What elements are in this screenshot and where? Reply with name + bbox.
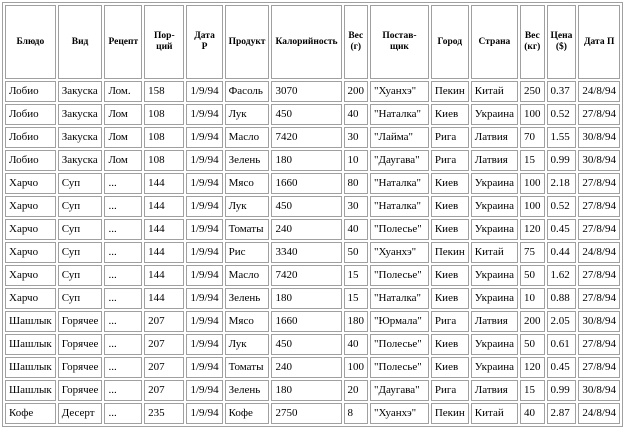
table-cell: Рис [225, 242, 270, 263]
table-cell: Лобио [5, 81, 56, 102]
table-cell: 100 [520, 173, 545, 194]
table-cell: 1/9/94 [186, 242, 222, 263]
table-cell: 1/9/94 [186, 288, 222, 309]
table-cell: "Даугава" [370, 150, 429, 171]
table-cell: Украина [471, 288, 518, 309]
table-cell: 3070 [271, 81, 341, 102]
table-cell: 27/8/94 [578, 288, 620, 309]
table-cell: Фасоль [225, 81, 270, 102]
table-row [5, 265, 620, 286]
table-cell: Лобио [5, 104, 56, 125]
table-cell: 100 [344, 357, 369, 378]
table-cell: 0.52 [547, 104, 577, 125]
table-cell: 1/9/94 [186, 311, 222, 332]
table-cell: 0.88 [547, 288, 577, 309]
header-cell: Вид [58, 5, 103, 79]
table-cell: 1660 [271, 311, 341, 332]
table-cell: 7420 [271, 265, 341, 286]
table-cell: Кофе [225, 403, 270, 424]
table-row [5, 334, 620, 355]
table-cell: Закуска [58, 104, 103, 125]
table-cell: Суп [58, 242, 103, 263]
header-cell: Дата Р [186, 5, 222, 79]
table-cell: Пекин [431, 403, 469, 424]
table-cell: Лобио [5, 150, 56, 171]
table-cell: Лом [104, 127, 142, 148]
table-cell: 27/8/94 [578, 219, 620, 240]
table-cell: 30 [344, 196, 369, 217]
table-cell: 207 [144, 311, 184, 332]
table-cell: 0.61 [547, 334, 577, 355]
table-cell: 1/9/94 [186, 357, 222, 378]
table-cell: Харчо [5, 196, 56, 217]
table-cell: 2.18 [547, 173, 577, 194]
table-cell: Зелень [225, 380, 270, 401]
table-cell: 0.99 [547, 380, 577, 401]
table-cell: 250 [520, 81, 545, 102]
table-cell: 27/8/94 [578, 104, 620, 125]
table-cell: Китай [471, 81, 518, 102]
table-cell: 100 [520, 104, 545, 125]
table-cell: 240 [271, 219, 341, 240]
table-cell: ... [104, 311, 142, 332]
header-cell: Калорийность [271, 5, 341, 79]
table-cell: 144 [144, 219, 184, 240]
table-cell: Китай [471, 403, 518, 424]
table-cell: 450 [271, 196, 341, 217]
header-cell: Продукт [225, 5, 270, 79]
table-cell: 50 [520, 334, 545, 355]
table-cell: 1/9/94 [186, 334, 222, 355]
table-cell: "Полесье" [370, 357, 429, 378]
table-cell: Мясо [225, 173, 270, 194]
table-cell: Киев [431, 104, 469, 125]
table-cell: "Полесье" [370, 219, 429, 240]
table-cell: 1/9/94 [186, 403, 222, 424]
table-cell: 144 [144, 242, 184, 263]
table-cell: ... [104, 265, 142, 286]
table-cell: "Наталка" [370, 288, 429, 309]
table-cell: Горячее [58, 334, 103, 355]
table-cell: Лук [225, 104, 270, 125]
table-cell: Закуска [58, 150, 103, 171]
table-cell: Горячее [58, 380, 103, 401]
table-cell: 200 [520, 311, 545, 332]
table-cell: 0.99 [547, 150, 577, 171]
table-cell: 1/9/94 [186, 265, 222, 286]
table-cell: Закуска [58, 81, 103, 102]
table-cell: 30 [344, 127, 369, 148]
table-cell: Суп [58, 265, 103, 286]
table-body [5, 81, 620, 424]
table-cell: 144 [144, 173, 184, 194]
table-cell: Суп [58, 219, 103, 240]
table-cell: Кофе [5, 403, 56, 424]
table-cell: 27/8/94 [578, 173, 620, 194]
table-cell: "Хуанхэ" [370, 403, 429, 424]
table-cell: 235 [144, 403, 184, 424]
table-cell: Харчо [5, 242, 56, 263]
header-cell: Блюдо [5, 5, 56, 79]
table-cell: Шашлык [5, 380, 56, 401]
header-cell: Дата П [578, 5, 620, 79]
table-row [5, 150, 620, 171]
table-cell: Латвия [471, 150, 518, 171]
table-cell: 144 [144, 288, 184, 309]
table-cell: 10 [520, 288, 545, 309]
table-cell: Харчо [5, 219, 56, 240]
table-cell: ... [104, 219, 142, 240]
table-cell: "Полесье" [370, 334, 429, 355]
table-cell: Томаты [225, 219, 270, 240]
table-cell: ... [104, 357, 142, 378]
table-cell: 0.44 [547, 242, 577, 263]
table-cell: Лом [104, 104, 142, 125]
table-row [5, 127, 620, 148]
table-cell: 200 [344, 81, 369, 102]
table-cell: 120 [520, 219, 545, 240]
table-cell: 158 [144, 81, 184, 102]
table-cell: 27/8/94 [578, 196, 620, 217]
table-cell: ... [104, 334, 142, 355]
table-cell: Шашлык [5, 357, 56, 378]
table-cell: Киев [431, 173, 469, 194]
table-row [5, 196, 620, 217]
table-cell: Латвия [471, 380, 518, 401]
table-cell: Лобио [5, 127, 56, 148]
table-cell: "Даугава" [370, 380, 429, 401]
table-cell: Лук [225, 196, 270, 217]
table-cell: Масло [225, 127, 270, 148]
table-cell: Украина [471, 265, 518, 286]
header-row [5, 5, 620, 79]
table-cell: Суп [58, 196, 103, 217]
table-cell: Пекин [431, 81, 469, 102]
table-cell: 207 [144, 357, 184, 378]
table-cell: 180 [271, 380, 341, 401]
table-cell: 450 [271, 104, 341, 125]
table-cell: 75 [520, 242, 545, 263]
table-cell: Киев [431, 219, 469, 240]
table-cell: "Юрмала" [370, 311, 429, 332]
table-cell: 2750 [271, 403, 341, 424]
table-cell: 1/9/94 [186, 196, 222, 217]
table-cell: ... [104, 196, 142, 217]
table-cell: Суп [58, 288, 103, 309]
table-cell: 1/9/94 [186, 380, 222, 401]
table-cell: 240 [271, 357, 341, 378]
table-cell: 24/8/94 [578, 81, 620, 102]
table-cell: 27/8/94 [578, 265, 620, 286]
table-cell: Шашлык [5, 334, 56, 355]
table-row [5, 311, 620, 332]
table-cell: 1/9/94 [186, 150, 222, 171]
table-cell: 10 [344, 150, 369, 171]
table-cell: Украина [471, 357, 518, 378]
table-cell: Рига [431, 311, 469, 332]
table-cell: "Наталка" [370, 104, 429, 125]
table-cell: 30/8/94 [578, 127, 620, 148]
table-cell: "Хуанхэ" [370, 81, 429, 102]
table-cell: 0.37 [547, 81, 577, 102]
table-cell: 15 [344, 288, 369, 309]
table-cell: Масло [225, 265, 270, 286]
table-cell: Пекин [431, 242, 469, 263]
table-cell: Горячее [58, 357, 103, 378]
table-cell: 108 [144, 127, 184, 148]
table-cell: Украина [471, 334, 518, 355]
table-row [5, 380, 620, 401]
table-cell: 50 [520, 265, 545, 286]
table-cell: Киев [431, 357, 469, 378]
table-cell: ... [104, 173, 142, 194]
header-cell: Город [431, 5, 469, 79]
table-cell: 1/9/94 [186, 81, 222, 102]
table-cell: 24/8/94 [578, 403, 620, 424]
table-cell: 1660 [271, 173, 341, 194]
table-cell: ... [104, 403, 142, 424]
table-cell: 30/8/94 [578, 380, 620, 401]
table-cell: Латвия [471, 127, 518, 148]
table-cell: Лук [225, 334, 270, 355]
table-cell: ... [104, 242, 142, 263]
table-cell: Зелень [225, 150, 270, 171]
table-cell: Рига [431, 380, 469, 401]
table-cell: 15 [520, 150, 545, 171]
table-cell: Киев [431, 196, 469, 217]
table-cell: 1/9/94 [186, 173, 222, 194]
table-cell: Суп [58, 173, 103, 194]
table-cell: 27/8/94 [578, 334, 620, 355]
table-cell: 100 [520, 196, 545, 217]
table-cell: Харчо [5, 288, 56, 309]
table-cell: 450 [271, 334, 341, 355]
table-cell: Китай [471, 242, 518, 263]
table-cell: 0.52 [547, 196, 577, 217]
table-cell: 30/8/94 [578, 311, 620, 332]
table-cell: Томаты [225, 357, 270, 378]
table-cell: 180 [271, 150, 341, 171]
table-cell: Рига [431, 150, 469, 171]
table-cell: 70 [520, 127, 545, 148]
table-cell: Украина [471, 173, 518, 194]
table-cell: Лом [104, 150, 142, 171]
table-cell: "Наталка" [370, 196, 429, 217]
table-cell: 1.55 [547, 127, 577, 148]
table-row [5, 242, 620, 263]
table-cell: "Хуанхэ" [370, 242, 429, 263]
table-cell: Лом. [104, 81, 142, 102]
table-cell: 1/9/94 [186, 127, 222, 148]
table-cell: 1/9/94 [186, 219, 222, 240]
table-cell: ... [104, 288, 142, 309]
table-cell: 2.05 [547, 311, 577, 332]
table-cell: Киев [431, 265, 469, 286]
header-cell: Вес (г) [344, 5, 369, 79]
table-cell: 1/9/94 [186, 104, 222, 125]
header-cell: Постав-щик [370, 5, 429, 79]
header-cell: Рецепт [104, 5, 142, 79]
table-cell: 8 [344, 403, 369, 424]
table-cell: 40 [344, 219, 369, 240]
table-cell: 2.87 [547, 403, 577, 424]
table-cell: "Лайма" [370, 127, 429, 148]
table-cell: Горячее [58, 311, 103, 332]
table-cell: Зелень [225, 288, 270, 309]
table-cell: "Полесье" [370, 265, 429, 286]
table-cell: 144 [144, 265, 184, 286]
table-row [5, 357, 620, 378]
table-row [5, 81, 620, 102]
table-cell: 144 [144, 196, 184, 217]
header-cell: Цена ($) [547, 5, 577, 79]
table-row [5, 219, 620, 240]
table-cell: 40 [344, 334, 369, 355]
table-cell: 30/8/94 [578, 150, 620, 171]
table-row [5, 173, 620, 194]
table-cell: 207 [144, 380, 184, 401]
table-cell: 40 [520, 403, 545, 424]
table-cell: 15 [520, 380, 545, 401]
table-cell: 24/8/94 [578, 242, 620, 263]
header-cell: Пор-ций [144, 5, 184, 79]
table-cell: 50 [344, 242, 369, 263]
table-cell: 108 [144, 104, 184, 125]
table-row [5, 403, 620, 424]
table-cell: Латвия [471, 311, 518, 332]
table-cell: ... [104, 380, 142, 401]
table-cell: 1.62 [547, 265, 577, 286]
table-cell: 3340 [271, 242, 341, 263]
table-cell: Харчо [5, 265, 56, 286]
table-cell: 80 [344, 173, 369, 194]
table-cell: Киев [431, 334, 469, 355]
table-cell: 15 [344, 265, 369, 286]
table-cell: Десерт [58, 403, 103, 424]
data-table [2, 2, 623, 427]
table-cell: Киев [431, 288, 469, 309]
header-cell: Вес (кг) [520, 5, 545, 79]
table-cell: 0.45 [547, 357, 577, 378]
table-cell: 0.45 [547, 219, 577, 240]
table-row [5, 104, 620, 125]
table-cell: Рига [431, 127, 469, 148]
table-cell: 108 [144, 150, 184, 171]
table-cell: 180 [344, 311, 369, 332]
table-cell: 20 [344, 380, 369, 401]
table-cell: Закуска [58, 127, 103, 148]
table-cell: Мясо [225, 311, 270, 332]
table-cell: 180 [271, 288, 341, 309]
table-cell: Украина [471, 219, 518, 240]
table-cell: "Наталка" [370, 173, 429, 194]
header-cell: Страна [471, 5, 518, 79]
table-cell: Украина [471, 196, 518, 217]
table-cell: Украина [471, 104, 518, 125]
table-cell: 7420 [271, 127, 341, 148]
table-cell: 40 [344, 104, 369, 125]
table-row [5, 288, 620, 309]
table-cell: 120 [520, 357, 545, 378]
table-cell: Харчо [5, 173, 56, 194]
table-cell: 27/8/94 [578, 357, 620, 378]
table-cell: Шашлык [5, 311, 56, 332]
table-cell: 207 [144, 334, 184, 355]
